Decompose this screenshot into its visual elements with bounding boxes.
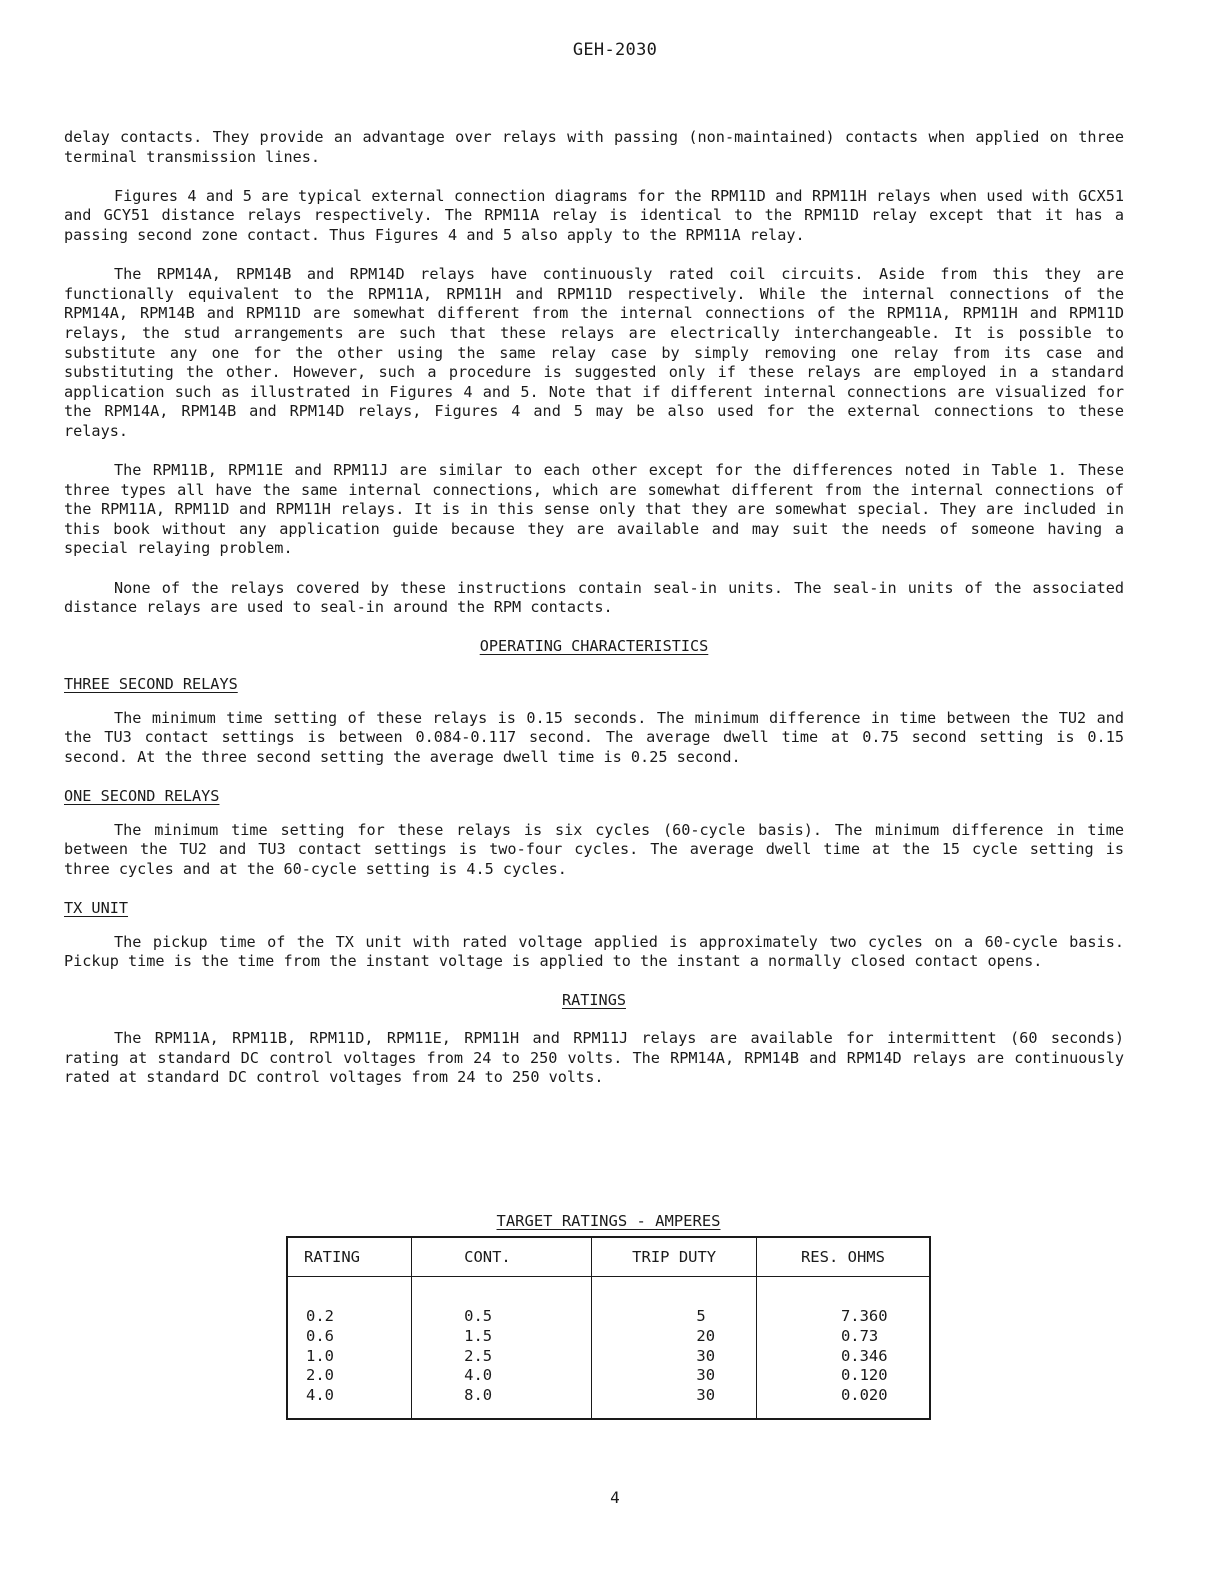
cell-rating: 4.0 (306, 1386, 334, 1405)
res-ohms-column (756, 1277, 930, 1419)
cell-res-ohms: 0.346 (840, 1346, 888, 1365)
trip-duty-column (592, 1277, 757, 1419)
one-second-relays-text: The minimum time setting for these relays is six cycles (60-cycle basis). The minimum difference in time between the TU2 and TU3 contact settings is two-four cycles. The average dwell time at the 15 cycle setting is three cycles and at the 60-cycle setting is 4.5 cycles. (64, 820, 1124, 878)
table-title: TARGET RATINGS - AMPERES (496, 1212, 721, 1230)
cell-rating: 2.0 (306, 1366, 334, 1385)
header-res-ohms: RES. OHMS (756, 1237, 930, 1277)
page-number: 4 (610, 1488, 620, 1507)
header-trip-duty: TRIP DUTY (592, 1237, 757, 1277)
cell-trip-duty: 30 (696, 1366, 716, 1385)
cell-cont: 0.5 (464, 1307, 493, 1325)
paragraph-figures: Figures 4 and 5 are typical external connection diagrams for the RPM11D and RPM11H relays when used with GCX51 and GCY51 distance relays respectively. The RPM11A relay is identical to the RPM11D relay except that it has a passing second zone contact. Thus Figures 4 and 5 also apply to the RPM11A relay. (64, 186, 1124, 244)
document-number: GEH-2030 (572, 40, 658, 60)
table-header-row (287, 1237, 930, 1277)
cell-cont: 8.0 (464, 1386, 493, 1405)
cell-trip-duty: 20 (696, 1326, 716, 1345)
rating-column (287, 1277, 412, 1419)
three-second-relays-heading: THREE SECOND RELAYS (64, 675, 238, 694)
cell-cont: 1.5 (464, 1326, 493, 1345)
ratings-text: The RPM11A, RPM11B, RPM11D, RPM11E, RPM11H and RPM11J relays are available for intermittent (60 seconds) rating at standard DC control voltages from 24 to 250 volts. The RPM14A, RPM14B and RPM14D relays are continuously rated at standard DC control voltages from 24 to 250 volts. (64, 1028, 1124, 1087)
cell-rating: 0.6 (306, 1326, 334, 1345)
paragraph-rpm14: The RPM14A, RPM14B and RPM14D relays have continuously rated coil circuits. Aside from this they are functionally equivalent to the RPM11A, RPM11H and RPM11D respectively. While the internal connections of the RPM14A, RPM14B and RPM11D are somewhat different from the internal connections of the RPM11A, RPM11H and RPM11D relays, the stud arrangements are such that these relays are electrically interchangeable. It is possible to substitute any one for the other using the same relay case by simply removing one relay from its case and substituting the other. However, such a procedure is suggested only if these relays are employed in a standard application such as illustrated in Figures 4 and 5. Note that if different internal connections are visualized for the RPM14A, RPM14B and RPM14D relays, Figures 4 and 5 may be also used for the external connections to these relays. (64, 265, 1124, 440)
header-rating: RATING (287, 1237, 412, 1277)
tx-unit-text: The pickup time of the TX unit with rated voltage applied is approximately two cycles on a 60-cycle basis. Pickup time is the time from the instant voltage is applied to the instant a normally closed contact opens. (64, 932, 1124, 971)
one-second-relays-heading: ONE SECOND RELAYS (64, 787, 220, 805)
cell-rating: 1.0 (306, 1346, 334, 1365)
ratings-heading: RATINGS (561, 991, 626, 1010)
cell-res-ohms: 0.120 (840, 1366, 888, 1385)
operating-characteristics-heading: OPERATING CHARACTERISTICS (479, 637, 709, 656)
target-ratings-table-block (286, 1212, 931, 1420)
cell-cont: 4.0 (464, 1366, 493, 1385)
cell-trip-duty: 5 (696, 1307, 706, 1325)
cell-trip-duty: 30 (696, 1346, 716, 1365)
table-row (287, 1277, 930, 1419)
cell-res-ohms: 0.73 (840, 1326, 879, 1345)
tx-unit-heading: TX UNIT (64, 898, 129, 917)
target-ratings-table (286, 1236, 931, 1420)
three-second-relays-text: The minimum time setting of these relays is 0.15 seconds. The minimum difference in time between the TU2 and the TU3 contact settings is between 0.084-0.117 second. The average dwell time at 0.75 second setting is 0.15 second. At the three second setting the average dwell time is 0.25 second. (64, 708, 1124, 766)
header-cont: CONT. (412, 1237, 592, 1277)
paragraph-delay-contacts: delay contacts. They provide an advantage over relays with passing (non-maintained) contacts when applied on three terminal transmission lines. (64, 128, 1124, 166)
paragraph-seal-in: None of the relays covered by these instructions contain seal-in units. The seal-in units of the associated distance relays are used to seal-in around the RPM contacts. (64, 578, 1124, 617)
cell-res-ohms: 0.020 (840, 1386, 888, 1405)
cell-trip-duty: 30 (696, 1386, 716, 1405)
paragraph-rpm11b: The RPM11B, RPM11E and RPM11J are similar to each other except for the differences noted in Table 1. These three types all have the same internal connections, which are somewhat different from the internal connections of the RPM11A, RPM11D and RPM11H relays. It is in this sense only that they are somewhat special. They are included in this book without any application guide because they are available and may suit the needs of someone having a special relaying problem. (64, 461, 1124, 558)
cell-rating: 0.2 (306, 1307, 334, 1325)
cell-res-ohms: 7.360 (840, 1307, 888, 1325)
document-body (64, 128, 1124, 1107)
cont-column (412, 1277, 592, 1419)
cell-cont: 2.5 (464, 1346, 493, 1365)
